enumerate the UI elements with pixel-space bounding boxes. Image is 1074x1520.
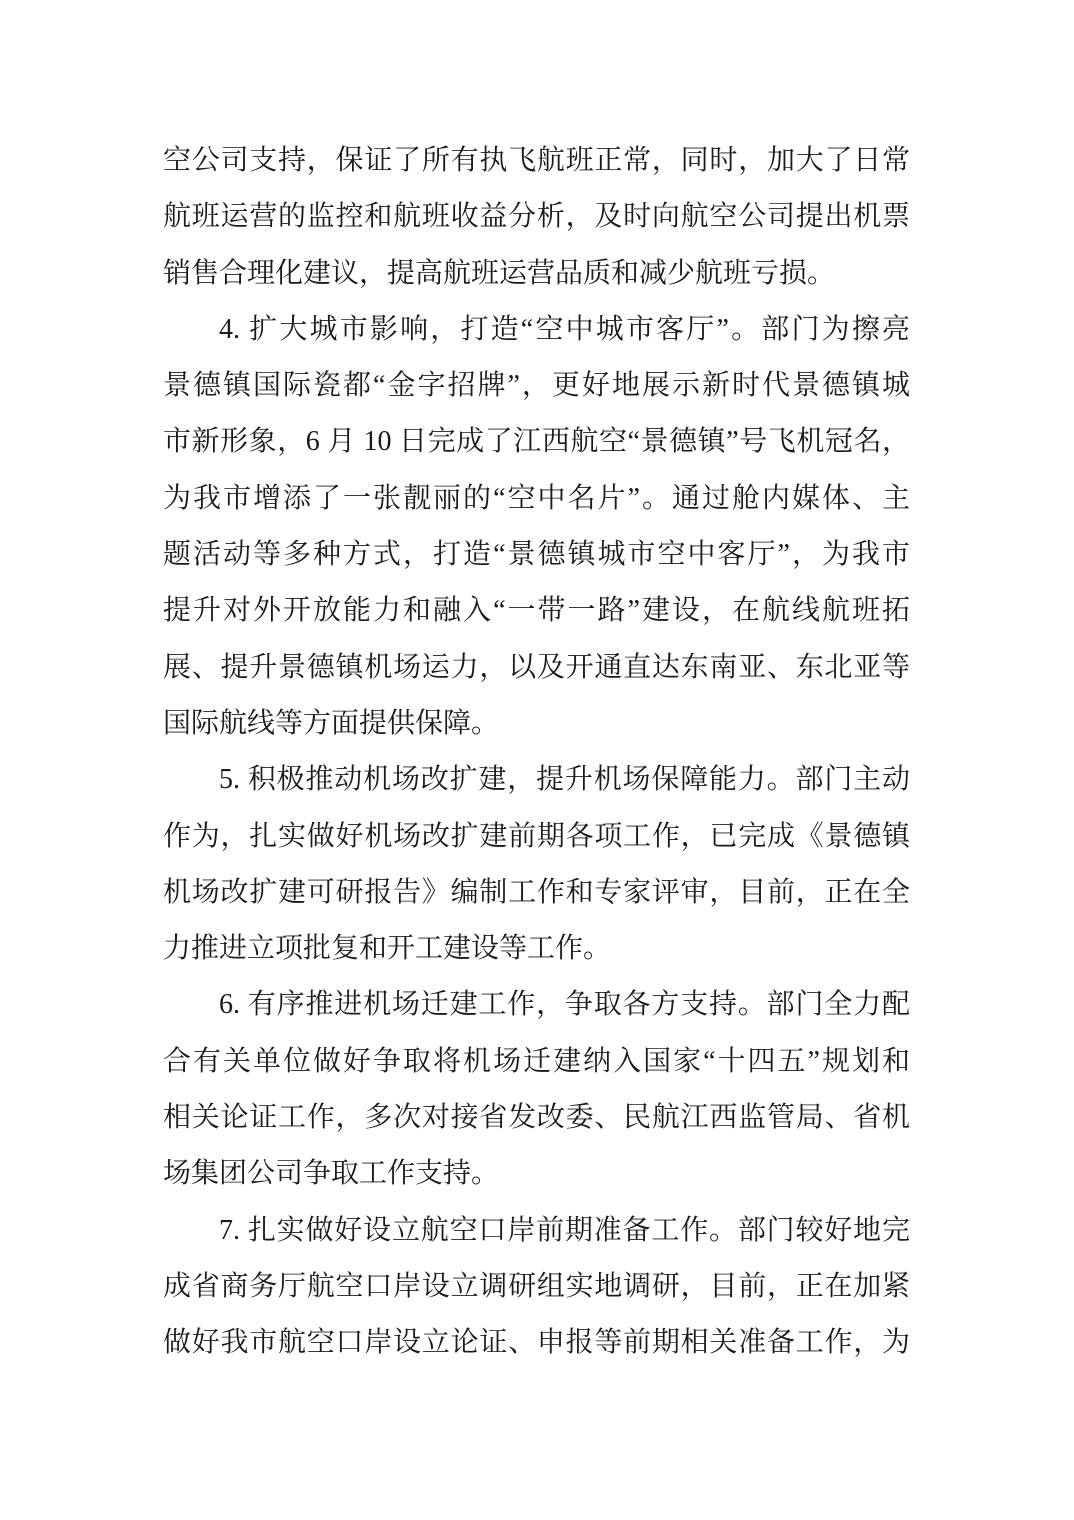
paragraph-item-4	[163, 302, 910, 752]
text-line: 6. 有序推进机场迁建工作，争取各方支持。部门全力配	[219, 989, 910, 1021]
text-line: 为我市增添了一张靓丽的“空中名片”。通过舱内媒体、主	[163, 482, 910, 514]
text-line: 空公司支持，保证了所有执飞航班正常，同时，加大了日常	[163, 145, 910, 176]
text-line: 景德镇国际瓷都“金字招牌”，更好地展示新时代景德镇城	[163, 370, 910, 402]
paragraph-continuation	[163, 133, 910, 302]
text-line: 题活动等多种方式，打造“景德镇城市空中客厅”，为我市	[163, 539, 910, 571]
text-line: 市新形象，6 月 10 日完成了江西航空“景德镇”号飞机冠名，	[163, 426, 910, 458]
text-line: 航班运营的监控和航班收益分析，及时向航空公司提出机票	[163, 201, 910, 233]
text-line: 销售合理化建议，提高航班运营品质和减少航班亏损。	[163, 257, 836, 289]
paragraph-item-5	[163, 752, 910, 977]
text-line: 场集团公司争取工作支持。	[163, 1158, 500, 1190]
text-line: 成省商务厅航空口岸设立调研组实地调研，目前，正在加紧	[163, 1270, 910, 1302]
text-line: 5. 积极推动机场改扩建，提升机场保障能力。部门主动	[219, 764, 910, 796]
text-line: 机场改扩建可研报告》编制工作和专家评审，目前，正在全	[163, 876, 910, 908]
paragraph-item-6	[163, 977, 910, 1202]
text-line: 展、提升景德镇机场运力，以及开通直达东南亚、东北亚等	[163, 651, 910, 683]
text-line: 做好我市航空口岸设立论证、申报等前期相关准备工作，为	[163, 1327, 910, 1359]
text-line: 提升对外开放能力和融入“一带一路”建设，在航线航班拓	[163, 595, 910, 627]
text-line: 4. 扩大城市影响，打造“空中城市客厅”。部门为擦亮	[219, 313, 910, 345]
text-line: 相关论证工作，多次对接省发改委、民航江西监管局、省机	[163, 1102, 910, 1134]
text-line: 作为，扎实做好机场改扩建前期各项工作，已完成《景德镇	[163, 820, 910, 852]
text-line: 力推进立项批复和开工建设等工作。	[163, 933, 612, 965]
paragraph-item-7	[163, 1203, 910, 1372]
text-line: 国际航线等方面提供保障。	[163, 707, 500, 739]
text-line: 合有关单位做好争取将机场迁建纳入国家“十四五”规划和	[163, 1045, 910, 1077]
text-line: 7. 扎实做好设立航空口岸前期准备工作。部门较好地完	[219, 1214, 910, 1246]
document-text-block	[163, 133, 910, 1372]
